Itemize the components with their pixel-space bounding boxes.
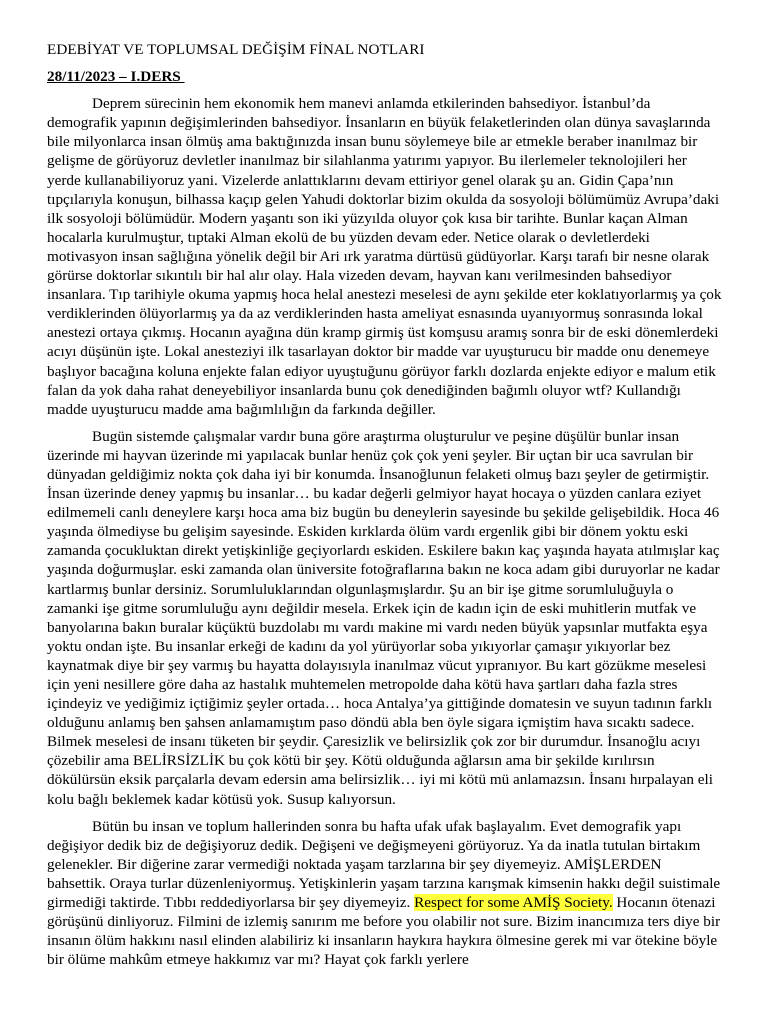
paragraph-3: [47, 817, 722, 970]
document-page: [47, 40, 722, 977]
paragraph-3-text-after: Hocanın ötenazi görüşünü dinliyoruz. Filmini de izlemiş sanırım me before you olabilir not sure. Bizim inancımıza ters diye bir insanın ölüm hakkını nasıl elinden alabiliriz ki insanların haykıra haykıra ölmesine gerek mi var ötekine böyle bir ölüme mahkûm etmeye hakkımız var mı? Hayat çok farklı yerlere: [47, 894, 721, 969]
lecture-date-heading: 28/11/2023 – I.DERS: [47, 68, 185, 86]
paragraph-3-text-before: Bütün bu insan ve toplum hallerinden sonra bu hafta ufak ufak başlayalım. Evet demografik yapı değişiyor dedik biz de değişiyoruz dedik. Değişeni ve değişmeyeni görüyoruz. Ya da inatla tutulan birtakım gelenekler. Bir diğerine zarar vermediği noktada yaşam tarzlarına bir şey diyemeyiz. AMİŞLERDEN bahsettik. Oraya turlar düzenleniyormuş. Yetişkinlerin yaşam tarzına karışmak kimsenin hakkı değil suistimale girmediği taktirde. Tıbbı reddediyorlarsa bir şey diyemeyiz.: [47, 817, 721, 912]
paragraph-1: Deprem sürecinin hem ekonomik hem manevi anlamda etkilerinden bahsediyor. İstanbul’da demografik yapının değişimlerinden bahsediyor. İnsanların en büyük felaketlerinden olan dünya savaşlarında bile milyonlarca insan ölmüş ama baktığınızda insan bunu söylemeye bile ar etmekle beraber inanılmaz bir gelişme de görüyoruz devletler inanılmaz bir silahlanma yatırımı yapıyor. Bu ilerlemeler teknolojileri her yerde kullanabiliyoruz yani. Vizelerde anlattıklarını devam ettiriyor genel olarak şu an. Gidin Çapa’nın tıpçılarıyla konuşun, bilhassa kaçıp gelen Yahudi doktorlar bizim okulda da sosyoloji bölümümüz Avrupa’daki ilk sosyoloji bölümüdür. Modern yaşantı son iki yüzyılda oluyor çok kısa bir tarihte. Bunlar kaçan Alman hocalarla kurulmuştur, tıptaki Alman ekolü de bu yüzden devam eder. Netice olarak o devletlerdeki motivasyon insan sağlığına yönelik değil bir Ari ırk yaratma dürtüsü güdüyorlar. Karşı tarafı bir nesne olarak görürse doktorlar sıkıntılı bir hal alır olay. Hala vizeden devam, hayvan kanı verilmesinden bahsediyor insanlara. Tıp tarihiyle okuma yapmış hoca helal anestezi meselesi de aynı şekilde eter koklatıyorlarmış ya çok verdiklerinden ölüyorlarmış ya da az verdiklerinden hasta ameliyat esnasında uyanıyormuş sonrasında lokal anestezi ortaya çıkmış. Hocanın ayağına dün kramp girmiş üst komşusu aramış sonra bir de eski dönemlerdeki acıyı düşünün işte. Lokal anesteziyi ilk tasarlayan doktor bir madde var uyuşturucu bir madde onu denemeye başlıyor bacağına koluna enjekte falan ediyor uyuştuğunu görüyor farklı dozlarda enjekte ediyor e malum etik falan da yok daha rahat deneyebiliyor insanlarda bunu çok denediğinden bağımlı oluyor wtf? Kullandığı madde uyuşturucu madde ama bağımlılığın da farkında değiller.: [47, 95, 722, 418]
paragraph-2: Bugün sistemde çalışmalar vardır buna göre araştırma oluşturulur ve peşine düşülür bunlar insan üzerinde mi hayvan üzerinde mi yapılacak bunlar henüz çok çok yeni şeyler. Bir uçtan bir uca savrulan bir dünyadan geldiğimiz nokta çok daha iyi bir konumda. İnsanoğlunun felaketi olmuş bazı şeyler de getirmiştir. İnsan üzerinde deney yapmış bu insanlar… bu kadar değerli gelmiyor hayat hocaya o yüzden canlara eziyet edilmemeli canlı deneylere karşı hoca ama biz bugün bu deneylerin sayesinde bu şekilde gelişebildik. Hoca 46 yaşında ölmediyse bu gelişim sayesinde. Eskiden kırklarda ölüm vardı ergenlik gibi bir dönem yoktu eski zamanda çocukluktan direkt yetişkinliğe geçiyorlardı eskiden. Eskilere bakın kaç yaşında hayata atılmışlar kaç yaşında doğurmuşlar. eski zamanda olan üniversite fotoğraflarına bakın ne koca adam gibi duruyorlar ne kadar kartlarmış bunlar dersiniz. Sorumluluklarından olgunlaşmışlardır. Şu an bir işe gitme sorumluluğuyla o zamanki işe gitme sorumluluğu aynı değildir mesela. Erkek için de kadın için de eski muhitlerin mutfak ve banyolarına bakın buralar küçüktü buzdolabı mı vardı makine mi vardı neden büyük yapsınlar mutfakta eşya yoktu ondan işte. Bu insanlar erkeği de kadını da yol yürüyorlar soba yıkıyorlar çamaşır yıkıyorlar bez kaynatmak diye bir şey varmış bu hayatta dolayısıyla inanılmaz vücut yıpranıyor. Bu kart gözükme meselesi için yeni nesillere göre daha az hastalık muhtemelen metropolde daha kötü hava şartları daha fazla stres içindeyiz ve yediğimiz içtiğimiz şeyler ortada… hoca Antalya’ya gittiğinde domatesin ve suyun tadının farklı olduğunu anlamış ben şahsen anlamamıştım paso döndü abla ben öyle sigara içmiştim hava sıcaktı sadece. Bilmek meselesi de insanı tüketen bir şeydir. Çaresizlik ve belirsizlik çok zor bir durumdur. İnsanoğlu acıyı çözebilir ama BELİRSİZLİK bu çok kötü bir şey. Kötü olduğunda ağlarsın ama bir şekilde kırılırsın dökülürsün eksik parçalarla devam edersin ama belirsizlik… iyi mi kötü mü anlamazsın. İnsanı hırpalayan eli kolu bağlı beklemek kadar kötüsü yok. Susup kalıyorsun.: [47, 427, 720, 808]
highlighted-text: Respect for some AMİŞ Society.: [414, 894, 613, 912]
document-title: EDEBİYAT VE TOPLUMSAL DEĞİŞİM FİNAL NOTLARI: [47, 41, 425, 58]
